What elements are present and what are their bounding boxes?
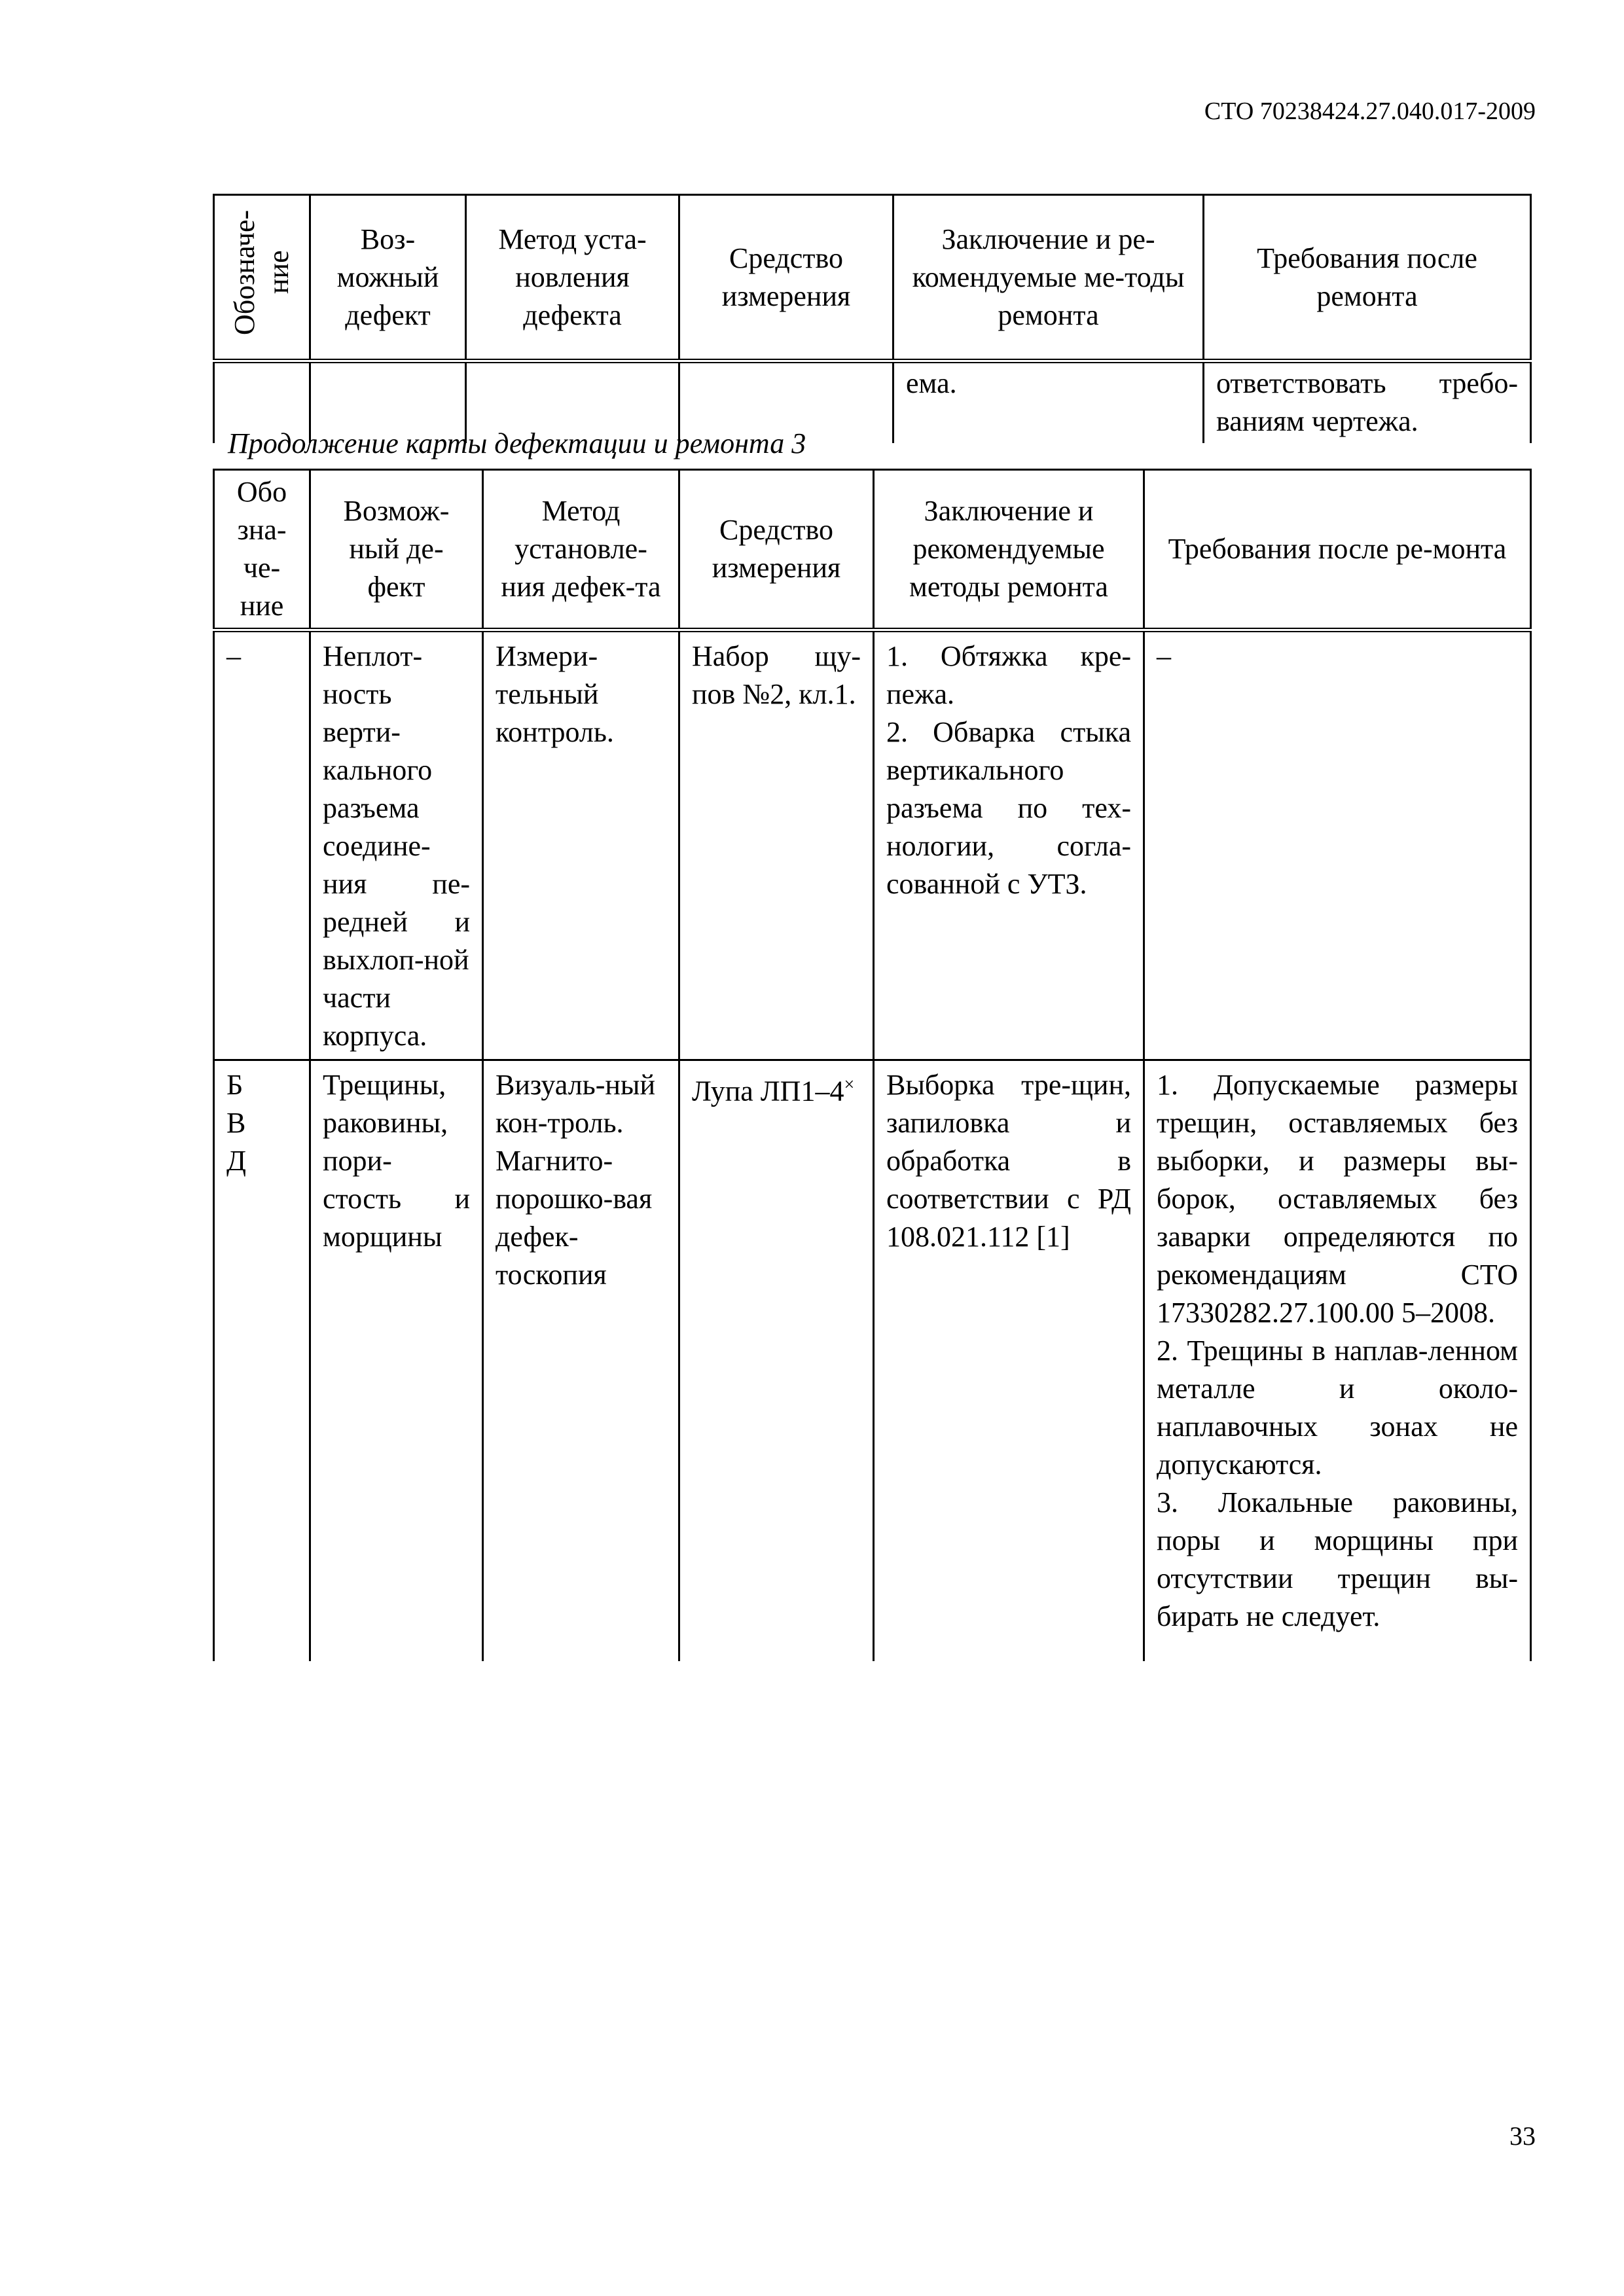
cell-method: Измери-тельный контроль. [483, 630, 679, 1060]
repair-item: 2. Обварка стыка вертикального разъема по тех-нологии, согла-сованной с УТЗ. [886, 716, 1131, 900]
cell-repair: Выборка тре-щин, запиловка и обработка в соответствии с РД 108.021.112 [1] [874, 1060, 1144, 1662]
col-defect-header: Возмож-ный де-фект [310, 470, 483, 630]
col-requirements-header: Требования после ре-монта [1144, 470, 1531, 630]
col-instrument-header: Средство измерения [679, 470, 874, 630]
table-row [214, 630, 1531, 1060]
col-method-header: Метод установле-ния дефек-та [483, 470, 679, 630]
table-defect-map [213, 469, 1532, 1661]
cell-designation [214, 1060, 310, 1662]
cell-repair: ема. [893, 361, 1204, 444]
requirement-item: 3. Локальные раковины, поры и морщины при отсутствии трещин вы-бирать не следует. [1157, 1486, 1518, 1632]
cell-defect: Неплот-ность верти-кального разъема соедине-ния пе-редней и выхлоп-ной части корпуса. [310, 630, 483, 1060]
cell-instrument [679, 1060, 874, 1662]
cell-requirements [1144, 1060, 1531, 1662]
cell-requirements: ответствовать требо-ваниям чертежа. [1204, 361, 1531, 444]
col-repair-header: Заключение и рекомендуемые методы ремонта [874, 470, 1144, 630]
col-designation-header: Обозначе-ние [214, 195, 310, 361]
col-requirements-header: Требования после ремонта [1204, 195, 1531, 361]
instrument-name: Лупа ЛП1–4 [692, 1075, 844, 1107]
col-instrument-header: Средство измерения [679, 195, 893, 361]
table-main-header [214, 470, 1531, 630]
document-code: СТО 70238424.27.040.017-2009 [1204, 98, 1536, 125]
cell-instrument: Набор щу-пов №2, кл.1. [679, 630, 874, 1060]
designation-symbol: Д [226, 1145, 247, 1177]
designation-symbol: Б [226, 1069, 244, 1101]
table-caption: Продолжение карты дефектации и ремонта 3 [228, 427, 806, 459]
cell-defect: Трещины, раковины, пори-стость и морщины [310, 1060, 483, 1662]
cell-repair [874, 630, 1144, 1060]
designation-symbol: В [226, 1107, 246, 1139]
requirement-item: 2. Трещины в наплав-ленном металле и около-наплавочных зонах не допускаются. [1157, 1335, 1518, 1480]
col-designation-header: Обо зна-че-ние [214, 470, 310, 630]
cell-designation: – [214, 630, 310, 1060]
table-top-header [214, 195, 1531, 361]
col-defect-header: Воз-можный дефект [310, 195, 466, 361]
col-method-header: Метод уста-новления дефекта [466, 195, 679, 361]
cell-requirements: – [1144, 630, 1531, 1060]
page-number: 33 [1509, 2121, 1536, 2151]
table-top-continuation [213, 194, 1532, 443]
col-repair-header: Заключение и ре-комендуемые ме-тоды ремонта [893, 195, 1204, 361]
repair-item: 1. Обтяжка кре-пежа. [886, 640, 1131, 710]
cell-method: Визуаль-ный кон-троль. Магнито-порошко-вая дефек-тоскопия [483, 1060, 679, 1662]
requirement-item: 1. Допускаемые размеры трещин, оставляемых без выборки, и размеры вы-борок, оставляемых без заварки определяются по рекомендациям СТО 17330282.27.100.00 5–2008. [1157, 1069, 1518, 1329]
instrument-superscript: × [844, 1075, 855, 1095]
table-row [214, 1060, 1531, 1662]
